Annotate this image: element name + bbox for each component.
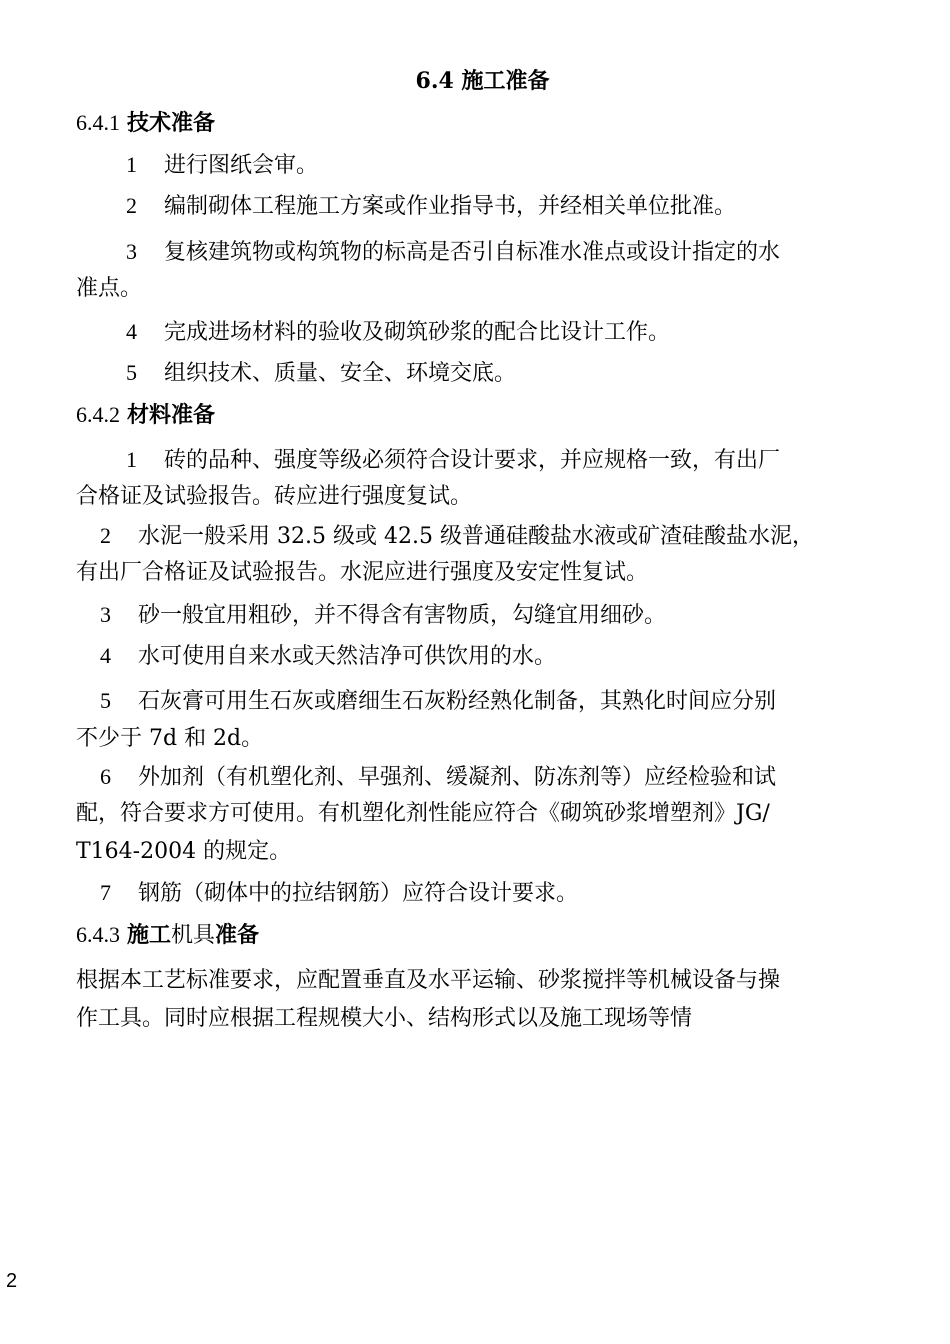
subsection-heading-6-4-2 (76, 400, 215, 431)
item-text-continued: 不少于 7d 和 2d。 (76, 726, 264, 751)
subsection-heading-6-4-3 (76, 920, 259, 951)
item-text: 完成进场材料的验收及砌筑砂浆的配合比设计工作。 (164, 320, 671, 345)
list-item (126, 191, 736, 222)
item-number: 2 (126, 193, 137, 218)
subsection-title-part: 机具 (171, 923, 216, 948)
subsection-heading-6-4-1 (76, 108, 215, 139)
item-text-continued: 准点。 (76, 276, 143, 301)
item-number: 4 (100, 643, 111, 668)
subsection-title-part: 准备 (215, 922, 260, 948)
item-number: 3 (126, 239, 137, 264)
subsection-number: 6.4.2 (76, 402, 120, 427)
list-item (100, 600, 666, 631)
item-text-continued: T164-2004 的规定。 (76, 839, 292, 864)
item-text: 编制砌体工程施工方案或作业指导书，并经相关单位批准。 (164, 194, 737, 219)
item-text: 组织技术、质量、安全、环境交底。 (164, 361, 517, 386)
list-item (126, 358, 516, 389)
page-number: 2 (6, 1270, 18, 1292)
subsection-title: 技术准备 (127, 110, 216, 136)
item-number: 3 (100, 602, 111, 627)
item-number: 1 (126, 152, 137, 177)
list-item (126, 150, 318, 181)
section-title: 6.4 施工准备 (415, 68, 550, 94)
paragraph-line: 作工具。同时应根据工程规模大小、结构形式以及施工现场等情 (76, 1006, 693, 1031)
item-number: 5 (100, 688, 111, 713)
list-item (126, 317, 670, 348)
item-number: 1 (126, 447, 137, 472)
item-text: 水可使用自来水或天然洁净可供饮用的水。 (138, 644, 557, 669)
paragraph-line: 根据本工艺标准要求，应配置垂直及水平运输、砂浆搅拌等机械设备与操 (76, 968, 781, 993)
list-item (100, 878, 578, 909)
list-item (100, 686, 776, 717)
list-item (126, 445, 780, 476)
item-text: 进行图纸会审。 (164, 153, 319, 178)
item-text: 钢筋（砌体中的拉结钢筋）应符合设计要求。 (138, 881, 579, 906)
subsection-number: 6.4.3 (76, 922, 120, 947)
item-number: 7 (100, 880, 111, 905)
list-item (126, 237, 780, 268)
item-text-continued: 有出厂合格证及试验报告。水泥应进行强度及安定性复试。 (76, 560, 649, 585)
subsection-title-part: 施工 (127, 922, 172, 948)
item-text-continued: 配，符合要求方可使用。有机塑化剂性能应符合《砌筑砂浆增塑剂》JG/ (76, 801, 770, 826)
list-item (100, 521, 814, 552)
item-text: 外加剂（有机塑化剂、早强剂、缓凝剂、防冻剂等）应经检验和试 (138, 765, 777, 790)
subsection-number: 6.4.1 (76, 110, 120, 135)
list-item (100, 641, 556, 672)
item-number: 4 (126, 319, 137, 344)
item-number: 6 (100, 764, 111, 789)
item-number: 2 (100, 523, 111, 548)
item-text: 砂一般宜用粗砂，并不得含有害物质，勾缝宜用细砂。 (138, 603, 667, 628)
item-text: 砖的品种、强度等级必须符合设计要求，并应规格一致，有出厂 (164, 448, 781, 473)
list-item (100, 762, 776, 793)
item-number: 5 (126, 360, 137, 385)
subsection-title: 材料准备 (127, 402, 216, 428)
item-text-continued: 合格证及试验报告。砖应进行强度复试。 (76, 484, 473, 509)
item-text: 水泥一般采用 32.5 级或 42.5 级普通硅酸盐水液或矿渣硅酸盐水泥， (138, 524, 814, 549)
item-text: 复核建筑物或构筑物的标高是否引自标准水准点或设计指定的水 (164, 240, 781, 265)
item-text: 石灰膏可用生石灰或磨细生石灰粉经熟化制备，其熟化时间应分别 (138, 689, 777, 714)
